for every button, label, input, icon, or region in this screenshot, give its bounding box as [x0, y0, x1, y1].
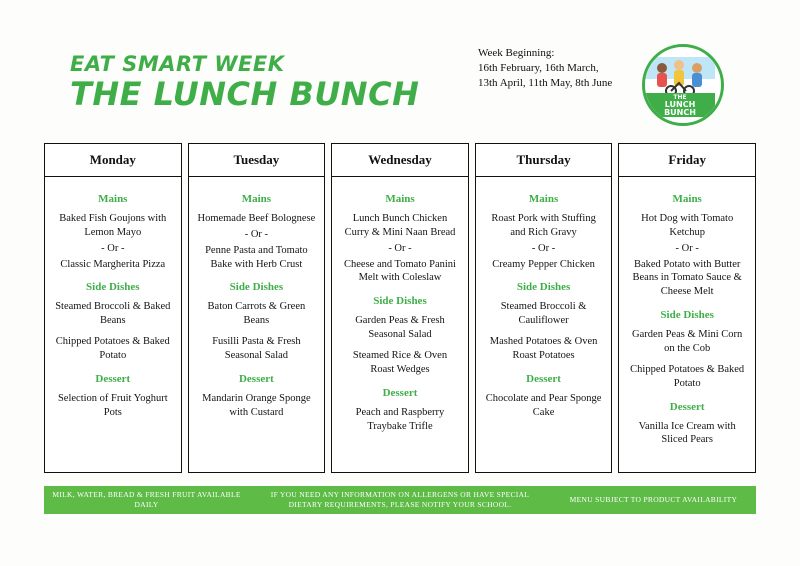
menu-item-dessert: Mandarin Orange Sponge with Custard: [202, 392, 311, 418]
section-title-dessert: Dessert: [238, 372, 274, 385]
svg-text:LUNCH: LUNCH: [664, 100, 696, 109]
section-title-side-dishes: Side Dishes: [229, 281, 284, 294]
day-header-friday: Friday: [619, 144, 755, 177]
menu-item-side: Mashed Potatoes & Oven Roast Potatoes: [489, 336, 598, 362]
or-separator: - Or -: [388, 242, 412, 254]
menu-item-side: Chipped Potatoes & Baked Potato: [630, 363, 745, 389]
section-title-mains: Mains: [241, 193, 272, 205]
menu-item-side: Steamed Broccoli & Baked Beans: [55, 301, 171, 327]
menu-item-dessert: Chocolate and Pear Sponge Cake: [485, 392, 602, 418]
lunch-bunch-logo-icon: [642, 44, 724, 126]
or-separator: - Or -: [101, 242, 125, 254]
section-title-side-dishes: Side Dishes: [516, 281, 571, 294]
day-column-tuesday: [188, 143, 326, 473]
or-separator: - Or -: [531, 242, 556, 254]
poster-title: [70, 54, 419, 112]
section-title-side-dishes: Side Dishes: [373, 295, 427, 308]
menu-item-side: Fusilli Pasta & Fresh Seasonal Salad: [212, 336, 301, 362]
footer-note-daily-items: MILK, WATER, BREAD & FRESH FRUIT AVAILABLE DAILY: [52, 489, 241, 509]
footer-banner: [44, 486, 756, 514]
day-column-monday: [44, 143, 182, 473]
day-header-tuesday: Tuesday: [189, 144, 325, 177]
day-body-tuesday: [189, 177, 325, 472]
section-title-dessert: Dessert: [526, 372, 561, 385]
footer-note-availability: MENU SUBJECT TO PRODUCT AVAILABILITY: [569, 494, 738, 504]
menu-item-dessert: Selection of Fruit Yoghurt Pots: [57, 392, 168, 418]
section-title-mains: Mains: [672, 193, 702, 205]
menu-item-dessert: Vanilla Ice Cream with Sliced Pears: [638, 420, 736, 446]
or-separator: - Or -: [675, 242, 699, 254]
week-beginning-dates-line-2: 13th April, 11th May, 8th June: [478, 76, 613, 89]
menu-item-main: Creamy Pepper Chicken: [492, 258, 595, 270]
day-column-wednesday: [331, 143, 469, 473]
section-title-mains: Mains: [385, 193, 415, 205]
menu-item-side: Chipped Potatoes & Baked Potato: [55, 336, 170, 362]
menu-item-main: Lunch Bunch Chicken Curry & Mini Naan Bread: [344, 213, 456, 238]
menu-item-main: Homemade Beef Bolognese: [197, 213, 316, 224]
section-title-dessert: Dessert: [669, 400, 705, 413]
weekly-menu-grid: [44, 143, 756, 473]
section-title-mains: Mains: [528, 193, 559, 205]
week-beginning-dates-line-1: 16th February, 16th March,: [478, 61, 599, 74]
day-body-wednesday: [332, 177, 468, 472]
day-body-monday: [45, 177, 181, 472]
menu-item-side: Baton Carrots & Green Beans: [207, 301, 306, 327]
poster-header: [0, 0, 800, 135]
day-body-friday: [619, 177, 755, 472]
menu-item-main: Roast Pork with Stuffing and Rich Gravy: [491, 213, 596, 238]
menu-item-dessert: Peach and Raspberry Traybake Trifle: [355, 406, 445, 432]
week-beginning-block: [478, 46, 612, 91]
menu-item-main: Baked Potato with Butter Beans in Tomato Sauce & Cheese Melt: [632, 258, 742, 298]
menu-item-side: Garden Peas & Fresh Seasonal Salad: [355, 315, 445, 341]
day-column-friday: [618, 143, 756, 473]
section-title-side-dishes: Side Dishes: [660, 309, 714, 322]
day-header-thursday: Thursday: [476, 144, 612, 177]
day-column-thursday: [475, 143, 613, 473]
svg-text:THE: THE: [673, 94, 687, 101]
footer-note-allergens: IF YOU NEED ANY INFORMATION ON ALLERGENS OR HAVE SPECIAL DIETARY REQUIREMENTS, PLEASE NOTIFY YOUR SCHOOL.: [270, 489, 530, 509]
day-body-thursday: [476, 177, 612, 472]
svg-text:BUNCH: BUNCH: [664, 108, 696, 117]
title-the-lunch-bunch: THE LUNCH BUNCH: [70, 75, 420, 113]
menu-item-side: Steamed Broccoli & Cauliflower: [500, 301, 587, 327]
menu-item-main: Classic Margherita Pizza: [60, 258, 166, 270]
title-eat-smart-week: EAT SMART WEEK: [70, 52, 285, 76]
menu-item-side: Steamed Rice & Oven Roast Wedges: [352, 350, 448, 375]
section-title-dessert: Dessert: [95, 372, 131, 385]
day-header-monday: Monday: [45, 144, 181, 177]
section-title-mains: Mains: [98, 193, 128, 205]
section-title-dessert: Dessert: [382, 386, 418, 399]
menu-item-main: Penne Pasta and Tomato Bake with Herb Crust: [205, 244, 308, 270]
or-separator: - Or -: [244, 228, 269, 240]
menu-item-side: Garden Peas & Mini Corn on the Cob: [632, 329, 743, 355]
menu-item-main: Hot Dog with Tomato Ketchup: [641, 213, 734, 238]
menu-item-main: Baked Fish Goujons with Lemon Mayo: [59, 213, 167, 238]
section-title-side-dishes: Side Dishes: [86, 281, 140, 294]
week-beginning-label: Week Beginning:: [478, 47, 555, 59]
day-header-wednesday: Wednesday: [332, 144, 468, 177]
menu-item-main: Cheese and Tomato Panini Melt with Coleslaw: [344, 258, 456, 284]
